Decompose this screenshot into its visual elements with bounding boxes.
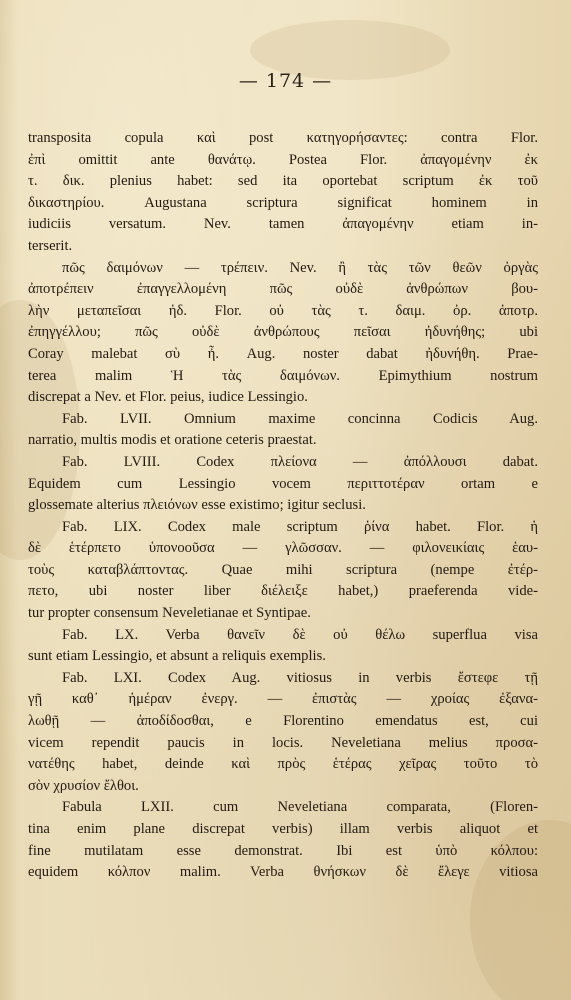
text-line: tur propter consensum Neveletianae et Syntipae. [28, 605, 311, 622]
text-line: Fab. LIX. Codex male scriptum ῥίνα habet. Flor. ἡ [62, 518, 538, 535]
text-line: iudiciis versatum. Nev. tamen ἀπαγομένην etiam in- [28, 216, 538, 233]
text-line: Fab. LXI. Codex Aug. vitiosus in verbis ἔστεφε τῇ [62, 669, 538, 686]
text-line: πῶς δαιμόνων — τρέπειν. Nev. ἢ τὰς τῶν θεῶν ὀργὰς [62, 259, 538, 276]
text-line: tina enim plane discrepat verbis) illam verbis aliquot et [28, 821, 538, 837]
text-line: Coray malebat σὺ ἦ. Aug. noster dabat ἠδυνήθη. Prae- [28, 345, 538, 362]
text-line: fine mutilatam esse demonstrat. Ibi est ὑπὸ κόλπου: [28, 842, 538, 859]
body-text [28, 128, 538, 884]
text-line: δικαστηρίου. Augustana scriptura significat hominem in [28, 194, 538, 211]
text-line: δὲ ἑτέρπετο ὑπονοοῦσα — γλῶσσαν. — φιλονεικίαις ἑαυ- [28, 540, 538, 557]
text-line: Fabula LXII. cum Neveletiana comparata, (Floren- [62, 799, 538, 816]
text-line: glossemate alterius πλειόνων esse existimo; igitur seclusi. [28, 497, 366, 514]
text-line: Fab. LVII. Omnium maxime concinna Codicis Aug. [62, 410, 538, 427]
text-line: transposita copula καὶ post κατηγορήσαντες: contra Flor. [28, 130, 538, 146]
text-line: πετο, ubi noster liber διέλειξε habet,) praeferenda vide- [28, 583, 538, 600]
text-line: ἐπὶ omittit ante θανάτῳ. Postea Flor. ἀπαγομένην ἐκ [28, 151, 538, 168]
text-line: terea malim Ἡ τὰς δαιμόνων. Epimythium nostrum [28, 367, 538, 384]
text-line: Equidem cum Lessingio vocem περιττοτέραν ortam e [28, 475, 538, 492]
text-line: τοὺς καταβλάπτοντας. Quae mihi scriptura (nempe ἐτέρ- [28, 561, 538, 578]
text-line: Fab. LVIII. Codex πλείονα — ἀπόλλουσι dabat. [62, 453, 538, 470]
text-line: λὴν μεταπεῖσαι ἠδ. Flor. οὐ τὰς τ. δαιμ. ὀρ. ἀποτρ. [28, 302, 538, 319]
text-line: γῇ καθ᾿ ἡμέραν ἐνεργ. — ἐπιστὰς — χροίας ἐξανα- [28, 691, 538, 708]
page-number: — 174 — [238, 70, 333, 92]
text-line: sunt etiam Lessingio, et absunt a reliquis exemplis. [28, 648, 326, 665]
text-line: terserit. [28, 237, 73, 254]
text-line: discrepat a Nev. et Flor. peius, iudice Lessingio. [28, 389, 308, 406]
text-line: σὸν χρυσίον ἔλθοι. [28, 777, 139, 794]
text-line: Fab. LX. Verba θανεῖν δὲ οὐ θέλω superflua visa [62, 626, 538, 643]
text-line: equidem κόλπον malim. Verba θνήσκων δὲ ἔλεγε vitiosa [28, 864, 538, 881]
text-line: ἀποτρέπειν ἐπαγγελλομένη πῶς οὐδὲ ἀνθρώπων βου- [28, 281, 538, 298]
text-line: vicem rependit paucis in locis. Neveletiana melius προσα- [28, 734, 538, 751]
text-line: λωθῇ — ἀποδίδοσθαι, e Florentino emendatus est, cui [28, 713, 538, 730]
text-line: narratio, multis modis et oratione ceteris praestat. [28, 432, 317, 449]
text-line: νατέθης habet, deinde καὶ πρὸς ἑτέρας χεῖρας τοῦτο τὸ [28, 756, 538, 773]
text-line: ἐπηγγέλλου; πῶς οὐδὲ ἀνθρώπους πεῖσαι ἠδυνήθης; ubi [28, 324, 538, 341]
text-line: τ. δικ. plenius habet: sed ita oportebat scriptum ἐκ τοῦ [28, 173, 538, 190]
